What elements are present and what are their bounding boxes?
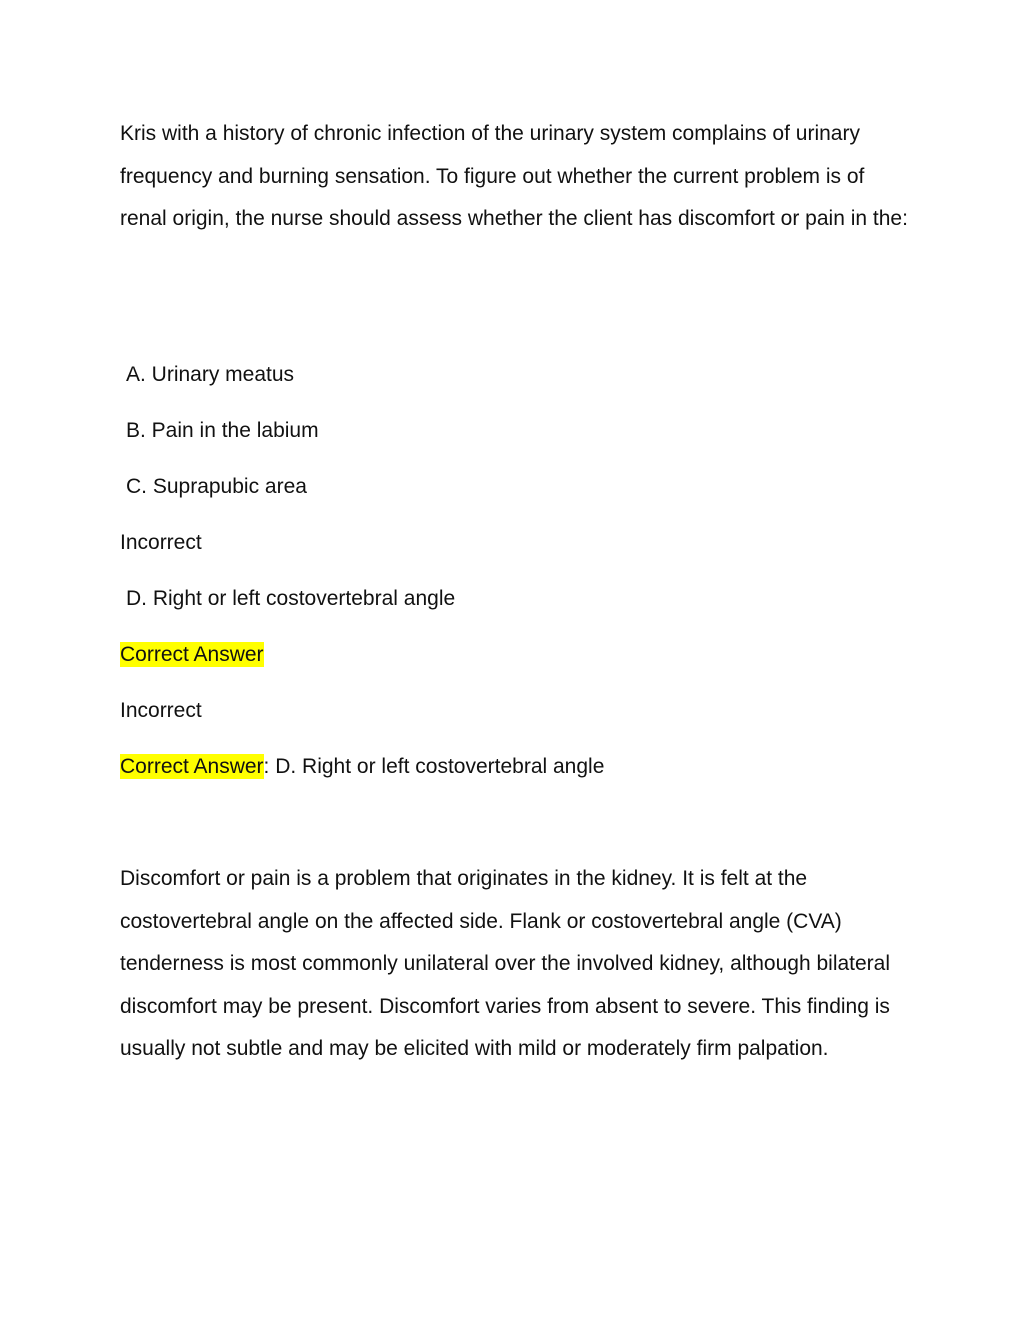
answer-text: : D. Right or left costovertebral angle [263,755,605,778]
correct-answer-marker-line [120,640,264,670]
document-page [120,0,910,1320]
answer-line [120,752,604,782]
explanation-text: Discomfort or pain is a problem that originates in the kidney. It is felt at the costovertebral angle on the affected side. Flank or costovertebral angle (CVA) tenderness is most commonly unilateral over the involved kidney, although bilateral discomfort may be present. Discomfort varies from absent to severe. This finding is usually not subtle and may be elicited with mild or moderately firm palpation. [120,867,891,1060]
option-d: D. Right or left costovertebral angle [126,587,456,610]
incorrect-label-2: Incorrect [120,699,202,722]
question-text: Kris with a history of chronic infection of the urinary system complains of urinary frequency and burning sensation. To figure out whether the current problem is of renal origin, the nurse should assess whether the client has discomfort or pain in the: [120,122,908,230]
correct-answer-highlight: Correct Answer [120,643,264,666]
option-b: B. Pain in the labium [126,419,319,442]
incorrect-label-1: Incorrect [120,531,202,554]
option-a: A. Urinary meatus [126,363,295,386]
answer-label-highlight: Correct Answer [120,755,264,778]
option-c: C. Suprapubic area [126,475,307,498]
